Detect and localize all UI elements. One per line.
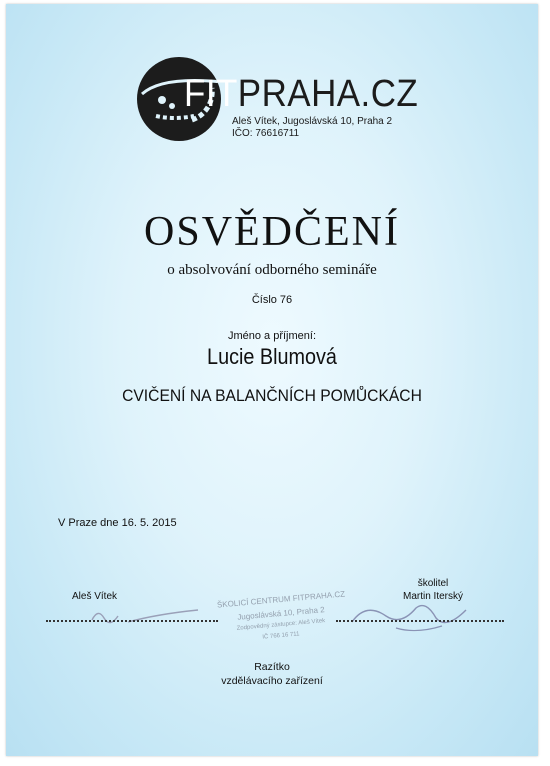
- left-signature: [88, 600, 208, 630]
- left-signatory-name: Aleš Vítek: [72, 591, 118, 602]
- certificate-number: Číslo 76: [251, 294, 293, 306]
- certificate-page: [6, 4, 538, 756]
- holder-name: Lucie Blumová: [207, 344, 337, 369]
- course-title: CVIČENÍ NA BALANČNÍCH POMŮCKÁCH: [122, 386, 422, 405]
- certificate-title: OSVĚDČENÍ: [144, 209, 400, 255]
- name-label: Jméno a příjmení:: [227, 330, 317, 342]
- stamp: [216, 589, 346, 669]
- company-address: [232, 116, 392, 140]
- right-signature-line: [336, 620, 504, 622]
- place-date: V Praze dne 16. 5. 2015: [58, 517, 177, 529]
- stamp-line-2: Jugoslávská 10, Praha 2: [236, 605, 326, 622]
- trainer-signature: [346, 596, 486, 636]
- stamp-line-4: IČ 766 16 711: [262, 631, 300, 641]
- stamp-line-3: Zodpovědný zástupce: Aleš Vítek: [236, 618, 326, 632]
- stamp-caption-line-2: vzdělávacího zařízení: [221, 675, 323, 687]
- address-line: Aleš Vítek, Jugoslávská 10, Praha 2: [232, 116, 393, 127]
- left-signature-line: [46, 620, 218, 622]
- trainer-name: Martin Iterský: [402, 591, 463, 602]
- logo-praha-text: PRAHA.CZ: [237, 73, 419, 115]
- logo-fit-text: FIT: [184, 73, 238, 115]
- certificate-subtitle: o absolvování odborného semináře: [167, 262, 377, 278]
- trainer-role: školitel: [417, 578, 449, 589]
- stamp-caption-line-1: Razítko: [254, 661, 290, 673]
- ico-line: IČO: 76616711: [232, 128, 300, 139]
- stamp-line-1: ŠKOLICÍ CENTRUM FITPRAHA.CZ: [216, 589, 346, 610]
- stamp-caption: [6, 660, 538, 688]
- logo-wordmark: [184, 74, 418, 114]
